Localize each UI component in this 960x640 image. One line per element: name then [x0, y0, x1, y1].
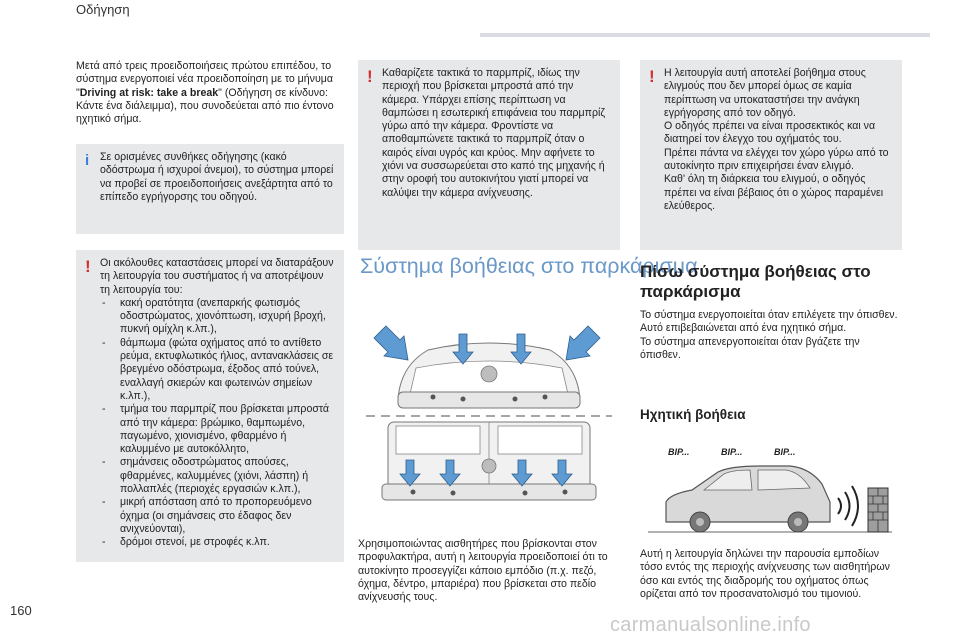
audible-assist-paragraph: Αυτή η λειτουργία δηλώνει την παρουσία εμποδίων τόσο εντός της περιοχής ανίχνευσης των αισθητήρων όσο και εντός της διαδρομής του οχήματος όπως ορίζεται από τον προσανατολισμό του τιμονιού.: [640, 548, 890, 600]
rear-parking-paragraph: Το σύστημα ενεργοποιείται όταν επιλέγετε την όπισθεν. Αυτό επιβεβαιώνεται από ένα ηχητικό σήμα. Το σύστημα απενεργοποιείται όταν βγάζετε την όπισθεν.: [640, 309, 898, 361]
list-item: - μικρή απόσταση από το προπορευόμενο όχημα (οι σημάνσεις στο έδαφος δεν ανιχνεύονται),: [100, 496, 336, 536]
info-icon: i: [85, 152, 90, 169]
warning-icon: !: [85, 257, 91, 276]
intro-paragraph: [76, 60, 344, 126]
intro-text-end: " (Οδήγηση σε κίνδυνο: Κάντε ένα διάλειμμα), που συνοδεύεται από πιο έντονο ηχητικό σήμα.: [76, 86, 334, 126]
bip-label: BIP...: [774, 447, 796, 457]
rear-parking-car-illustration: [640, 458, 902, 538]
windscreen-warning-text: Καθαρίζετε τακτικά το παρμπρίζ, ιδίως την περιοχή που βρίσκεται μπροστά από την κάμερα. Υπάρχει επίσης περίπτωση να θαμπώσει η εσωτερική επιφάνεια του παρμπρίζ γύρω από την κάμερα. Φροντίστε να αποθαμπώνετε τακτικά το παρμπρίζ όταν ο καιρός είναι υγρός και κρύος. Μην αφήνετε το χιόνι να συσσωρεύεται στο καπό της μηχανής ή στην οροφή του αυτοκινήτου γιατί μπορεί να καλύψει την κάμερα ανίχνευσης.: [382, 67, 606, 199]
intro-text-start: Μετά από τρεις προειδοποιήσεις πρώτου επιπέδου, το σύστημα ενεργοποιεί νέα προειδοποίηση με το μήνυμα ": [76, 60, 334, 99]
list-item: - θάμπωμα (φώτα οχήματος από το αντίθετο ρεύμα, εκτυφλωτικός ήλιος, αντανακλάσεις σε βρεγμένο οδόστρωμα, έξοδος από τούνελ, εναλλαγή σκιερών και φωτεινών σημείων κ.λπ.),: [100, 337, 336, 403]
warning-box-driver: [640, 60, 902, 250]
column-1-intro: [76, 60, 344, 139]
bip-label: BIP...: [721, 447, 743, 457]
section-title-rear-parking-assist: Πίσω σύστημα βοήθειας στο παρκάρισμα: [640, 262, 871, 301]
info-text: Σε ορισμένες συνθήκες οδήγησης (κακό οδόστρωμα ή ισχυροί άνεμοι), το σύστημα μπορεί να προβεί σε προειδοποιήσεις ανεξάρτητα από το επίπεδο εγρήγορσης του οδηγού.: [100, 151, 334, 203]
rear-parking-paragraph-block: [640, 309, 902, 375]
parking-assist-paragraph: Χρησιμοποιώντας αισθητήρες που βρίσκονται στον προφυλακτήρα, αυτή η λειτουργία προειδοποιεί ότι το αυτοκίνητο προσεγγίζει κάποιο εμπόδιο (π.χ. πεζό, όχημα, δέντρο, μπαριέρα) που βρίσκεται στο πεδίο ανίχνευσής τους.: [358, 538, 608, 604]
page-header-title: Οδήγηση: [76, 2, 130, 17]
conditions-list: [100, 297, 336, 550]
audible-assist-paragraph-block: [640, 548, 902, 614]
parking-assist-paragraph-block: [358, 538, 620, 617]
warning-icon: !: [649, 67, 655, 86]
section-title-parking-assist: Σύστημα βοήθειας στο παρκάρισμα: [360, 254, 698, 278]
list-item: - δρόμοι στενοί, με στροφές κ.λπ.: [100, 536, 336, 549]
driver-warning-text: Η λειτουργία αυτή αποτελεί βοήθημα στους ελιγμούς που δεν μπορεί όμως σε καμία περίπτωση να υποκαταστήσει την ανάγκη εγρήγορσης από τον οδηγό. Ο οδηγός πρέπει να είναι προσεκτικός και να διατηρεί τον έλεγχο του οχήματός του. Πρέπει πάντα να ελέγχει τον χώρο γύρω από το αυτοκίνητο πριν επιχειρήσει έναν ελιγμό. Καθ' όλη τη διάρκεια του ελιγμού, ο οδηγός πρέπει να είναι βέβαιος ότι ο χώρος παραμένει ελεύθερος.: [664, 67, 889, 212]
warning-icon: !: [367, 67, 373, 86]
list-item: - τμήμα του παρμπρίζ που βρίσκεται μπροστά από την κάμερα: βρώμικο, θαμπωμένο, παγωμένο, χιονισμένο, φθαρμένο ή καλυμμένο με αυτοκόλλητο,: [100, 403, 336, 456]
subsection-title-audible-assist: Ηχητική βοήθεια: [640, 407, 746, 422]
info-box: [76, 144, 344, 234]
page-number: 160: [10, 603, 32, 618]
header-rule: [480, 33, 930, 37]
bip-label: BIP...: [668, 447, 690, 457]
vehicle-sensors-illustration: [358, 296, 620, 526]
intro-message-bold: Driving at risk: take a break: [79, 86, 219, 99]
warning-intro: Οι ακόλουθες καταστάσεις μπορεί να διαταράξουν τη λειτουργία του συστήματος ή να αποτρέψουν τη λειτουργία του:: [100, 257, 334, 296]
list-item: - σημάνσεις οδοστρώματος απούσες, φθαρμένες, καλυμμένες (χιόνι, λάσπη) ή πολλαπλές (περιοχές εργασιών κ.λπ.),: [100, 456, 336, 496]
warning-box-windscreen: [358, 60, 620, 250]
warning-box-conditions: [76, 250, 344, 562]
list-item: - κακή ορατότητα (ανεπαρκής φωτισμός οδοστρώματος, χιονόπτωση, ισχυρή βροχή, πυκνή ομίχλη κ.λπ.),: [100, 297, 336, 337]
watermark-text: carmanualsonline.info: [610, 614, 811, 636]
